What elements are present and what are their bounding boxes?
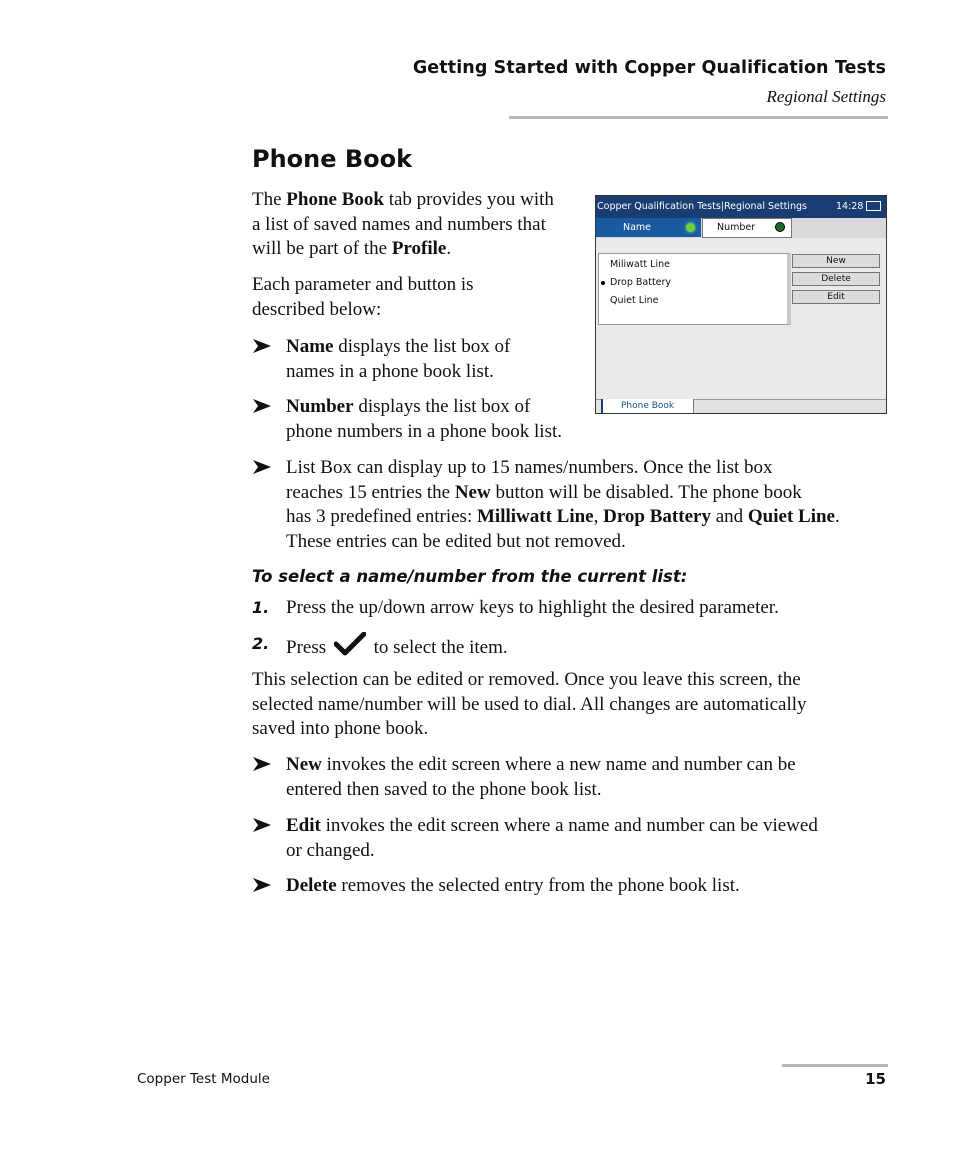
bold-term: Profile [391,238,447,259]
screen-clock: 14:28 [836,201,864,212]
tab-phone-book-label: Phone Book [621,401,675,411]
delete-button[interactable]: Delete [792,272,880,286]
section-title: Phone Book [252,145,413,173]
text: and [710,506,748,527]
bullet-number [252,395,652,444]
tab-name[interactable] [596,218,701,237]
text: The [252,189,287,210]
text: List Box can display up to 15 names/numbers. Once the list box [286,457,773,478]
tab-number-label: Number [717,222,756,233]
text: will be part of the [252,238,392,259]
bold-term: New [454,481,491,503]
list-item[interactable]: Miliwatt Line [610,259,670,270]
text: phone numbers in a phone book list. [286,420,562,442]
bullet-arrow-icon [252,756,272,772]
selected-bullet-icon [601,281,605,285]
text: selected name/number will be used to dial. All changes are automatically [252,693,807,715]
step-text: Press [286,637,327,658]
bold-term: Name [286,336,334,357]
text: or changed. [286,839,375,861]
page-number: 15 [865,1070,886,1088]
selection-paragraph [252,668,892,742]
text: names in a phone book list. [286,360,494,382]
text: displays the list box of [333,336,511,357]
green-led-icon [686,223,695,232]
edit-button[interactable]: Edit [792,290,880,304]
screen-title: Copper Qualification Tests|Regional Settings [597,201,807,212]
text: button will be disabled. The phone book [490,481,802,503]
list-item[interactable]: Drop Battery [610,277,672,288]
text: has 3 predefined entries: [286,506,477,527]
bold-term: Number [286,396,354,417]
step-text: to select the item. [373,637,508,658]
bullet-new [252,753,892,802]
step-text: Press the up/down arrow keys to highlight the desired parameter. [286,597,779,618]
text: described below: [252,298,382,320]
tab-name-label: Name [623,222,652,233]
bullet-arrow-icon [252,338,272,354]
text: Each parameter and button is [252,274,474,295]
text: reaches 15 entries the [286,481,455,503]
text: These entries can be edited but not removed. [286,530,626,552]
list-item[interactable]: Quiet Line [610,295,659,306]
tab-number[interactable] [702,218,792,238]
phone-book-list[interactable] [598,253,791,325]
device-screenshot [595,195,887,414]
checkmark-icon [334,632,366,656]
screen-tab-row [596,218,886,238]
bold-term: Phone Book [286,189,384,210]
bold-term: Drop Battery [603,506,711,527]
new-button[interactable]: New [792,254,880,268]
text: invokes the edit screen where a name and number can be viewed [320,815,818,836]
text: removes the selected entry from the phone book list. [336,875,740,896]
bullet-arrow-icon [252,459,272,475]
battery-icon [866,201,881,211]
text: , [593,506,604,527]
text: displays the list box of [353,396,531,417]
footer-title: Copper Test Module [137,1071,270,1087]
bold-term: Delete [286,875,337,896]
text: invokes the edit screen where a new name and number can be [321,754,796,775]
step-number: 1. [252,598,270,617]
text: entered then saved to the phone book list. [286,778,602,800]
bullet-arrow-icon [252,817,272,833]
bullet-list-box [252,456,892,554]
procedure-heading: To select a name/number from the current list: [252,567,688,586]
bullet-arrow-icon [252,877,272,893]
text: saved into phone book. [252,718,429,739]
tab-phone-book[interactable] [601,399,694,413]
intro-paragraph-1 [252,188,582,262]
bullet-arrow-icon [252,398,272,414]
text: This selection can be edited or removed. Once you leave this screen, the [252,669,801,690]
bold-term: Edit [286,815,321,836]
text: . [834,506,840,527]
bullet-name [252,335,582,384]
screen-title-bar [596,196,886,218]
dark-led-icon [775,222,785,232]
bold-term: New [286,754,322,775]
header-rule [509,116,888,119]
step-number: 2. [252,634,270,653]
text: tab provides you with [383,189,554,210]
page-header-subtitle: Regional Settings [766,87,886,106]
bold-term: Milliwatt Line [476,506,594,527]
page-header-title: Getting Started with Copper Qualification Tests [412,58,886,78]
text: a list of saved names and numbers that [252,213,546,235]
bullet-delete [252,874,892,899]
step-2 [252,632,508,661]
intro-paragraph-2 [252,273,474,322]
bullet-edit [252,814,892,863]
bold-term: Quiet Line [747,506,835,527]
text: . [446,238,452,259]
step-1 [252,596,779,621]
footer-rule [782,1064,888,1067]
